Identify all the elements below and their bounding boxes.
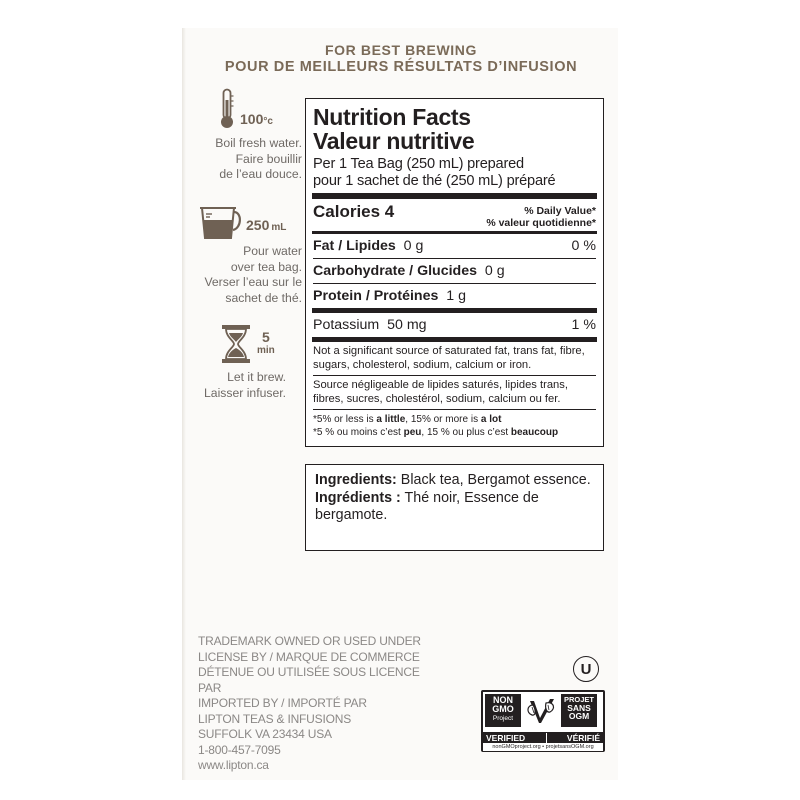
- nutrient-label: Protein / Protéines: [313, 288, 439, 304]
- nutrient-row-potassium: [313, 313, 596, 337]
- step-text-line: sachet de thé.: [225, 290, 302, 305]
- ingredients-fr: [315, 490, 594, 525]
- legal-line: IMPORTED BY / IMPORTÉ PAR: [198, 696, 367, 710]
- temperature-value: 100: [240, 111, 264, 127]
- step-text-line: Let it brew.: [227, 370, 286, 384]
- nutrient-amount: 0 g: [484, 263, 505, 279]
- not-significant-note-fr: Source négligeable de lipides saturés, lipides trans, fibres, sucres, cholestérol, sodium, calcium ou fer.: [313, 379, 568, 405]
- ingredients-en: [315, 472, 594, 490]
- non-gmo-text: NON: [493, 695, 513, 705]
- legal-line: LICENSE BY / MARQUE DE COMMERCE: [198, 649, 420, 664]
- ingredients-label-fr: Ingrédients :: [315, 489, 401, 506]
- ingredients-text-fr: Thé noir, Essence de bergamote.: [315, 489, 539, 523]
- nutrition-title-fr: Valeur nutritive: [313, 128, 475, 154]
- kosher-symbol-letter: U: [580, 660, 592, 678]
- ingredients-box: [305, 464, 604, 551]
- footnote-bold: peu: [403, 426, 422, 438]
- daily-value-heading: [486, 202, 596, 229]
- nutrient-row-protein: [313, 284, 596, 308]
- footnote-bold: a little: [376, 414, 406, 425]
- serving-size: [313, 156, 596, 190]
- non-gmo-text: Project: [492, 715, 514, 722]
- footnote-text: , 15 % ou plus c’est: [421, 426, 511, 438]
- nutrient-amount: 50 mg: [387, 317, 427, 333]
- temperature-unit: °c: [263, 116, 273, 127]
- legal-line: LIPTON TEAS & INFUSIONS: [198, 711, 351, 726]
- butterfly-leaf-icon: [524, 695, 558, 727]
- non-gmo-text: GMO: [492, 704, 514, 714]
- legal-text: [198, 634, 428, 774]
- nutrient-label: Fat / Lipides: [313, 238, 396, 254]
- nutrient-dv: 0 %: [571, 238, 596, 254]
- step-text-line: Boil fresh water.: [215, 136, 302, 150]
- step-text-line: Pour water: [243, 244, 302, 258]
- serving-size-en: Per 1 Tea Bag (250 mL) prepared: [313, 156, 524, 172]
- volume-value: 250: [246, 217, 270, 233]
- nutrient-row-carbohydrate: [313, 259, 596, 283]
- footnote-bold: a lot: [480, 414, 502, 425]
- time-value: 5: [261, 329, 270, 345]
- footnote-bold: beaucoup: [510, 426, 559, 438]
- non-gmo-left-block: [485, 694, 521, 727]
- time-unit: min: [257, 345, 275, 356]
- nutrient-label: Potassium: [313, 317, 380, 333]
- non-gmo-text: PROJET: [563, 695, 594, 704]
- volume-unit: mL: [271, 222, 287, 233]
- nutrient-row-fat: [313, 234, 596, 258]
- legal-line: DÉTENUE OU UTILISÉE SOUS LICENCE PAR: [198, 665, 420, 695]
- step-text-line: de l’eau douce.: [219, 167, 302, 181]
- calories-label: Calories 4: [313, 202, 395, 221]
- nutrition-title: [313, 105, 596, 153]
- hourglass-icon: [221, 324, 251, 364]
- footnote-en: [313, 414, 596, 427]
- non-gmo-badge: [481, 690, 605, 752]
- nutrient-amount: 1 g: [446, 288, 466, 304]
- not-significant-note-en: Not a significant source of saturated fat, trans fat, fibre, sugars, cholesterol, sodium, calcium or iron.: [313, 345, 585, 371]
- serving-size-fr: pour 1 sachet de thé (250 mL) préparé: [313, 173, 556, 189]
- nutrient-label: Carbohydrate / Glucides: [313, 263, 477, 279]
- daily-value-en: % Daily Value*: [524, 205, 596, 217]
- kosher-symbol-icon: [573, 656, 599, 682]
- step-text-line: Faire bouillir: [235, 151, 302, 166]
- step-text-line: over tea bag.: [230, 259, 302, 274]
- non-gmo-right-block: [561, 694, 597, 727]
- legal-line: TRADEMARK OWNED OR USED UNDER: [198, 634, 421, 648]
- ingredients-text-en: Black tea, Bergamot essence.: [396, 472, 591, 488]
- verified-en: VERIFIED: [486, 733, 526, 743]
- footnote-text: , 15% or more is: [405, 414, 481, 425]
- non-gmo-verified: [484, 733, 602, 743]
- nutrient-dv: 1 %: [571, 317, 596, 333]
- daily-value-footnote: [313, 410, 596, 439]
- non-gmo-urls: nonGMOproject.org • projetsansOGM.org: [483, 743, 603, 751]
- measuring-cup-icon: [196, 204, 244, 240]
- calories-row: [313, 199, 596, 231]
- thermometer-icon: [218, 88, 236, 130]
- ingredients-label-en: Ingredients:: [315, 472, 397, 488]
- non-gmo-text: SANS: [567, 703, 591, 713]
- nutrient-amount: 0 g: [403, 238, 424, 254]
- non-gmo-text: OGM: [568, 711, 590, 721]
- footnote-fr: [313, 427, 596, 440]
- verified-divider: [546, 733, 547, 743]
- brewing-heading: [186, 42, 616, 76]
- legal-line: SUFFOLK VA 23434 USA: [198, 727, 332, 741]
- legal-line: 1-800-457-7095: [198, 742, 281, 757]
- website-text: www.lipton.ca: [198, 758, 269, 772]
- nutrition-facts-table: [305, 98, 604, 447]
- step-text-line: Laisser infuser.: [204, 385, 286, 400]
- nutrition-title-en: Nutrition Facts: [313, 104, 471, 130]
- brewing-heading-fr: POUR DE MEILLEURS RÉSULTATS D’INFUSION: [224, 59, 578, 75]
- footnote-text: *5 % ou moins c’est: [313, 426, 404, 438]
- daily-value-fr: % valeur quotidienne*: [486, 217, 596, 229]
- verified-fr: VÉRIFIÉ: [566, 733, 600, 743]
- footnote-text: *5% or less is: [313, 414, 377, 425]
- brewing-heading-en: FOR BEST BREWING: [325, 42, 477, 58]
- panel-edge-shadow: [182, 28, 186, 780]
- step-text-line: Verser l’eau sur le: [204, 275, 302, 289]
